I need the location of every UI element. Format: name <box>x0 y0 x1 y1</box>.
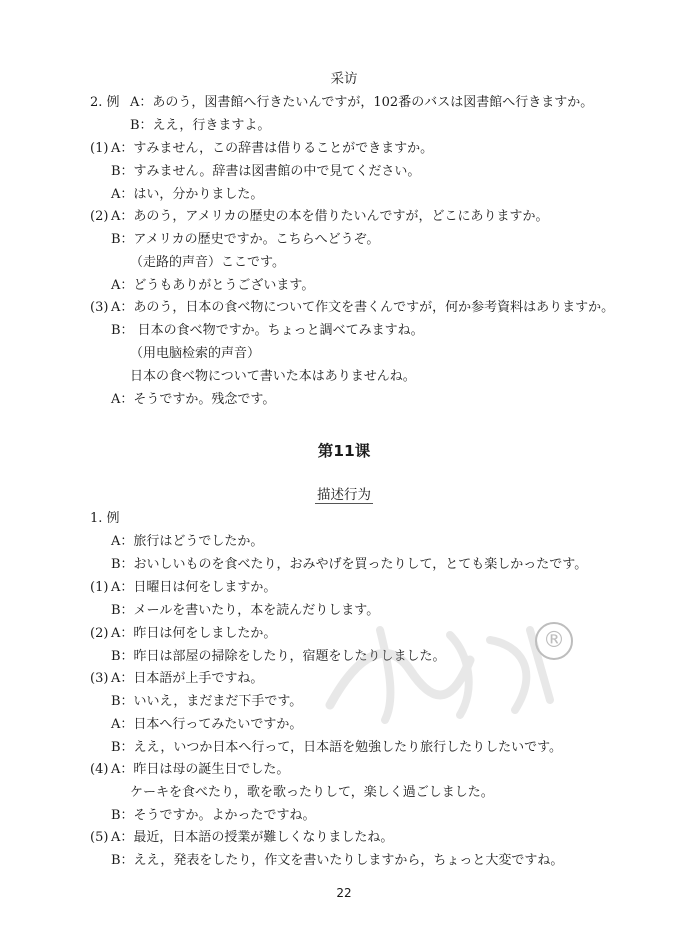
dialogue-line: A：どうもありがとうございます。 <box>111 278 315 293</box>
page-number: 22 <box>336 886 352 900</box>
dialogue-line: （走路的声音）ここです。 <box>130 255 285 270</box>
dialogue-line: A：日本語が上手ですね。 <box>111 671 264 686</box>
dialogue-line: A：日本へ行ってみたいですか。 <box>111 717 303 732</box>
subheading-text: 描述行为 <box>317 487 371 503</box>
dialogue-line: B：昨日は部屋の掃除をしたり，宿題をしたりしました。 <box>111 649 446 664</box>
item-label: (3) <box>90 300 109 315</box>
item-label: (3) <box>90 671 109 686</box>
section-subheading <box>0 486 688 504</box>
dialogue-line: B： 日本の食べ物ですか。ちょっと調べてみますね。 <box>111 323 424 338</box>
item-label: (2) <box>90 626 109 641</box>
section-heading-interview: 采访 <box>330 71 358 87</box>
dialogue-line: B：メールを書いたり，本を読んだりします。 <box>111 603 380 618</box>
item-label: (5) <box>90 830 109 845</box>
example-line-a: A：旅行はどうでしたか。 <box>111 534 264 549</box>
dialogue-line: A：あのう，日本の食べ物について作文を書くんですが，何か参考資料はありますか。 <box>111 300 615 315</box>
item-2-label: 2. 例 <box>90 95 120 110</box>
dialogue-line: B：いいえ，まだまだ下手です。 <box>111 694 303 709</box>
dialogue-line: （用电脑检索的声音） <box>130 346 261 361</box>
registered-mark-icon: ® <box>535 622 573 660</box>
dialogue-line: A：はい，分かりました。 <box>111 187 264 202</box>
dialogue-line: B：そうですか。よかったですね。 <box>111 808 316 823</box>
dialogue-line: B：ええ，いつか日本へ行って，日本語を勉強したり旅行したりしたいです。 <box>111 740 563 755</box>
dialogue-line: A：日曜日は何をしますか。 <box>111 580 277 595</box>
dialogue-line: A：あのう，アメリカの歴史の本を借りたいんですが，どこにありますか。 <box>111 209 549 224</box>
item-label: (2) <box>90 209 109 224</box>
dialogue-line: A：すみません，この辞書は借りることができますか。 <box>111 141 434 156</box>
lesson-title: 第11课 <box>317 442 371 460</box>
dialogue-line: B：すみません。辞書は図書館の中で見てください。 <box>111 164 421 179</box>
dialogue-line: 日本の食べ物について書いた本はありませんね。 <box>130 369 416 384</box>
item-2-line-b: B：ええ，行きますよ。 <box>130 118 271 133</box>
item-label: (1) <box>90 580 109 595</box>
dialogue-line: B：アメリカの歴史ですか。こちらへどうぞ。 <box>111 232 380 247</box>
dialogue-line: A：最近，日本語の授業が難しくなりましたね。 <box>111 830 394 845</box>
dialogue-line: A：昨日は母の誕生日でした。 <box>111 762 290 777</box>
dialogue-line: B：ええ，発表をしたり，作文を書いたりしますから，ちょっと大変ですね。 <box>111 853 564 868</box>
dialogue-line: ケーキを食べたり，歌を歌ったりして，楽しく過ごしました。 <box>130 785 494 800</box>
item-2-line-a: A：あのう，図書館へ行きたいんですが，102番のバスは図書館へ行きますか。 <box>130 95 594 110</box>
dialogue-line: A：昨日は何をしましたか。 <box>111 626 277 641</box>
item-label: (4) <box>90 762 109 777</box>
item-label: (1) <box>90 141 109 156</box>
example-label: 1. 例 <box>90 511 120 526</box>
example-line-b: B：おいしいものを食べたり，おみやげを買ったりして，とても楽しかったです。 <box>111 557 588 572</box>
dialogue-line: A：そうですか。残念です。 <box>111 392 276 407</box>
